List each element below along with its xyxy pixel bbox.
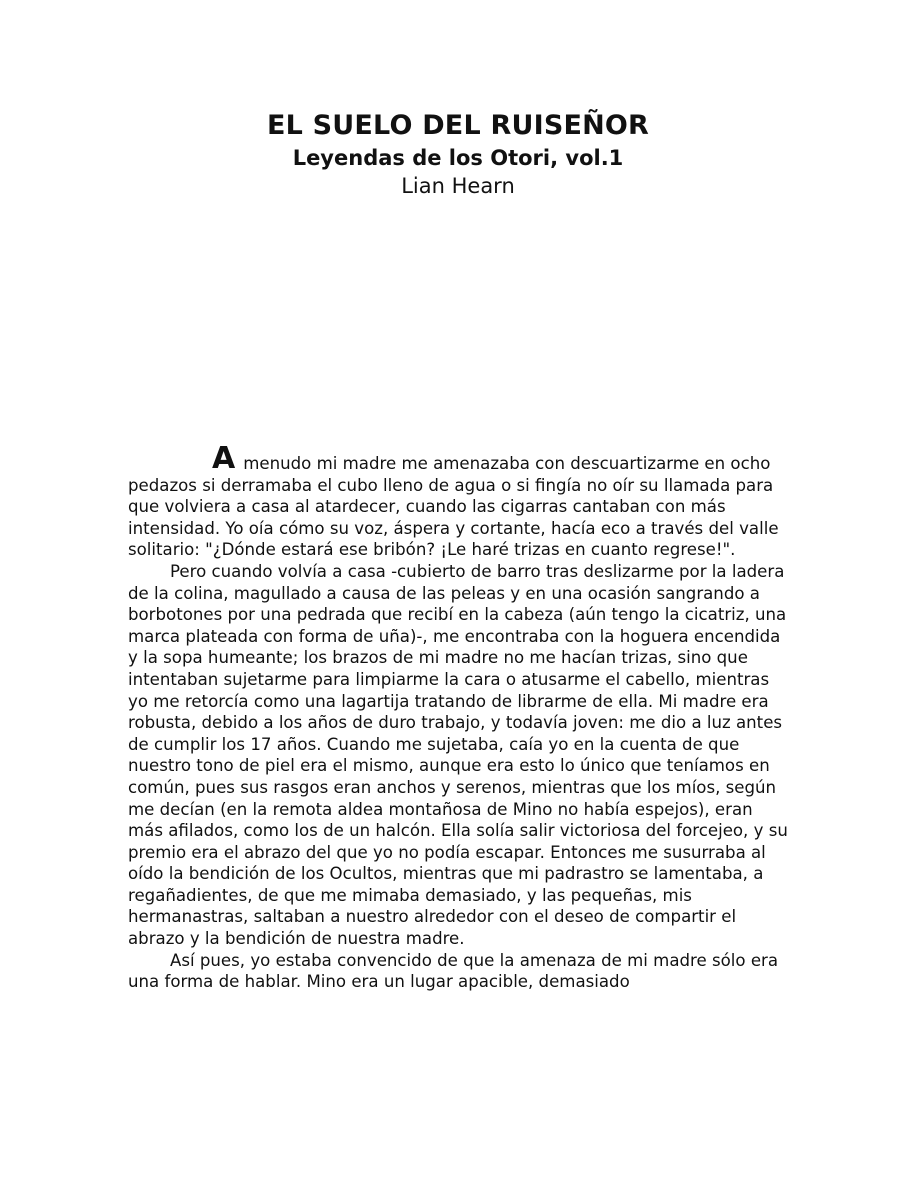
book-author: Lian Hearn: [401, 174, 515, 198]
paragraph-3: Así pues, yo estaba convencido de que la amenaza de mi madre sólo era una forma de hablar. Mino era un lugar apacible, demasiado: [128, 950, 779, 992]
body-text: [128, 441, 788, 993]
drop-cap: A: [212, 441, 236, 476]
paragraph-2: Pero cuando volvía a casa -cubierto de barro tras deslizarme por la ladera de la colina, magullado a causa de las peleas y en una ocasión sangrando a borbotones por una pedrada que recibí en la cabeza (aún tengo la cicatriz, una marca plateada con forma de uña)-, me encontraba con la hoguera encendida y la sopa humeante; los brazos de mi madre no me hacían trizas, sino que intentaban sujetarme para limpiarme la cara o atusarme el cabello, mientras yo me retorcía como una lagartija tratando de librarme de ella. Mi madre era robusta, debido a los años de duro trabajo, y todavía joven: me dio a luz antes de cumplir los 17 años. Cuando me sujetaba, caía yo en la cuenta de que nuestro tono de piel era el mismo, aunque era esto lo único que teníamos en común, pues sus rasgos eran anchos y serenos, mientras que los míos, según me decían (en la remota aldea montañosa de Mino no había espejos), eran más afilados, como los de un halcón. Ella solía salir victoriosa del forcejeo, y su premio era el abrazo del que yo no podía escapar. Entonces me susurraba al oído la bendición de los Ocultos, mientras que mi padrastro se lamentaba, a regañadientes, de que me mimaba demasiado, y las pequeñas, mis hermanastras, saltaban a nuestro alrededor con el deseo de compartir el abrazo y la bendición de nuestra madre.: [128, 561, 788, 949]
paragraph-1: [128, 441, 788, 561]
paragraph-1-text: menudo mi madre me amenazaba con descuartizarme en ocho pedazos si derramaba el cubo lleno de agua o si fingía no oír su llamada para que volviera a casa al atardecer, cuando las cigarras cantaban con más intensidad. Yo oía cómo su voz, áspera y cortante, hacía eco a través del valle solitario: "¿Dónde estará ese bribón? ¡Le haré trizas en cuanto regrese!".: [128, 454, 779, 560]
book-subtitle: Leyendas de los Otori, vol.1: [292, 146, 624, 170]
title-block: [0, 108, 916, 200]
book-title: EL SUELO DEL RUISEÑOR: [266, 110, 650, 141]
